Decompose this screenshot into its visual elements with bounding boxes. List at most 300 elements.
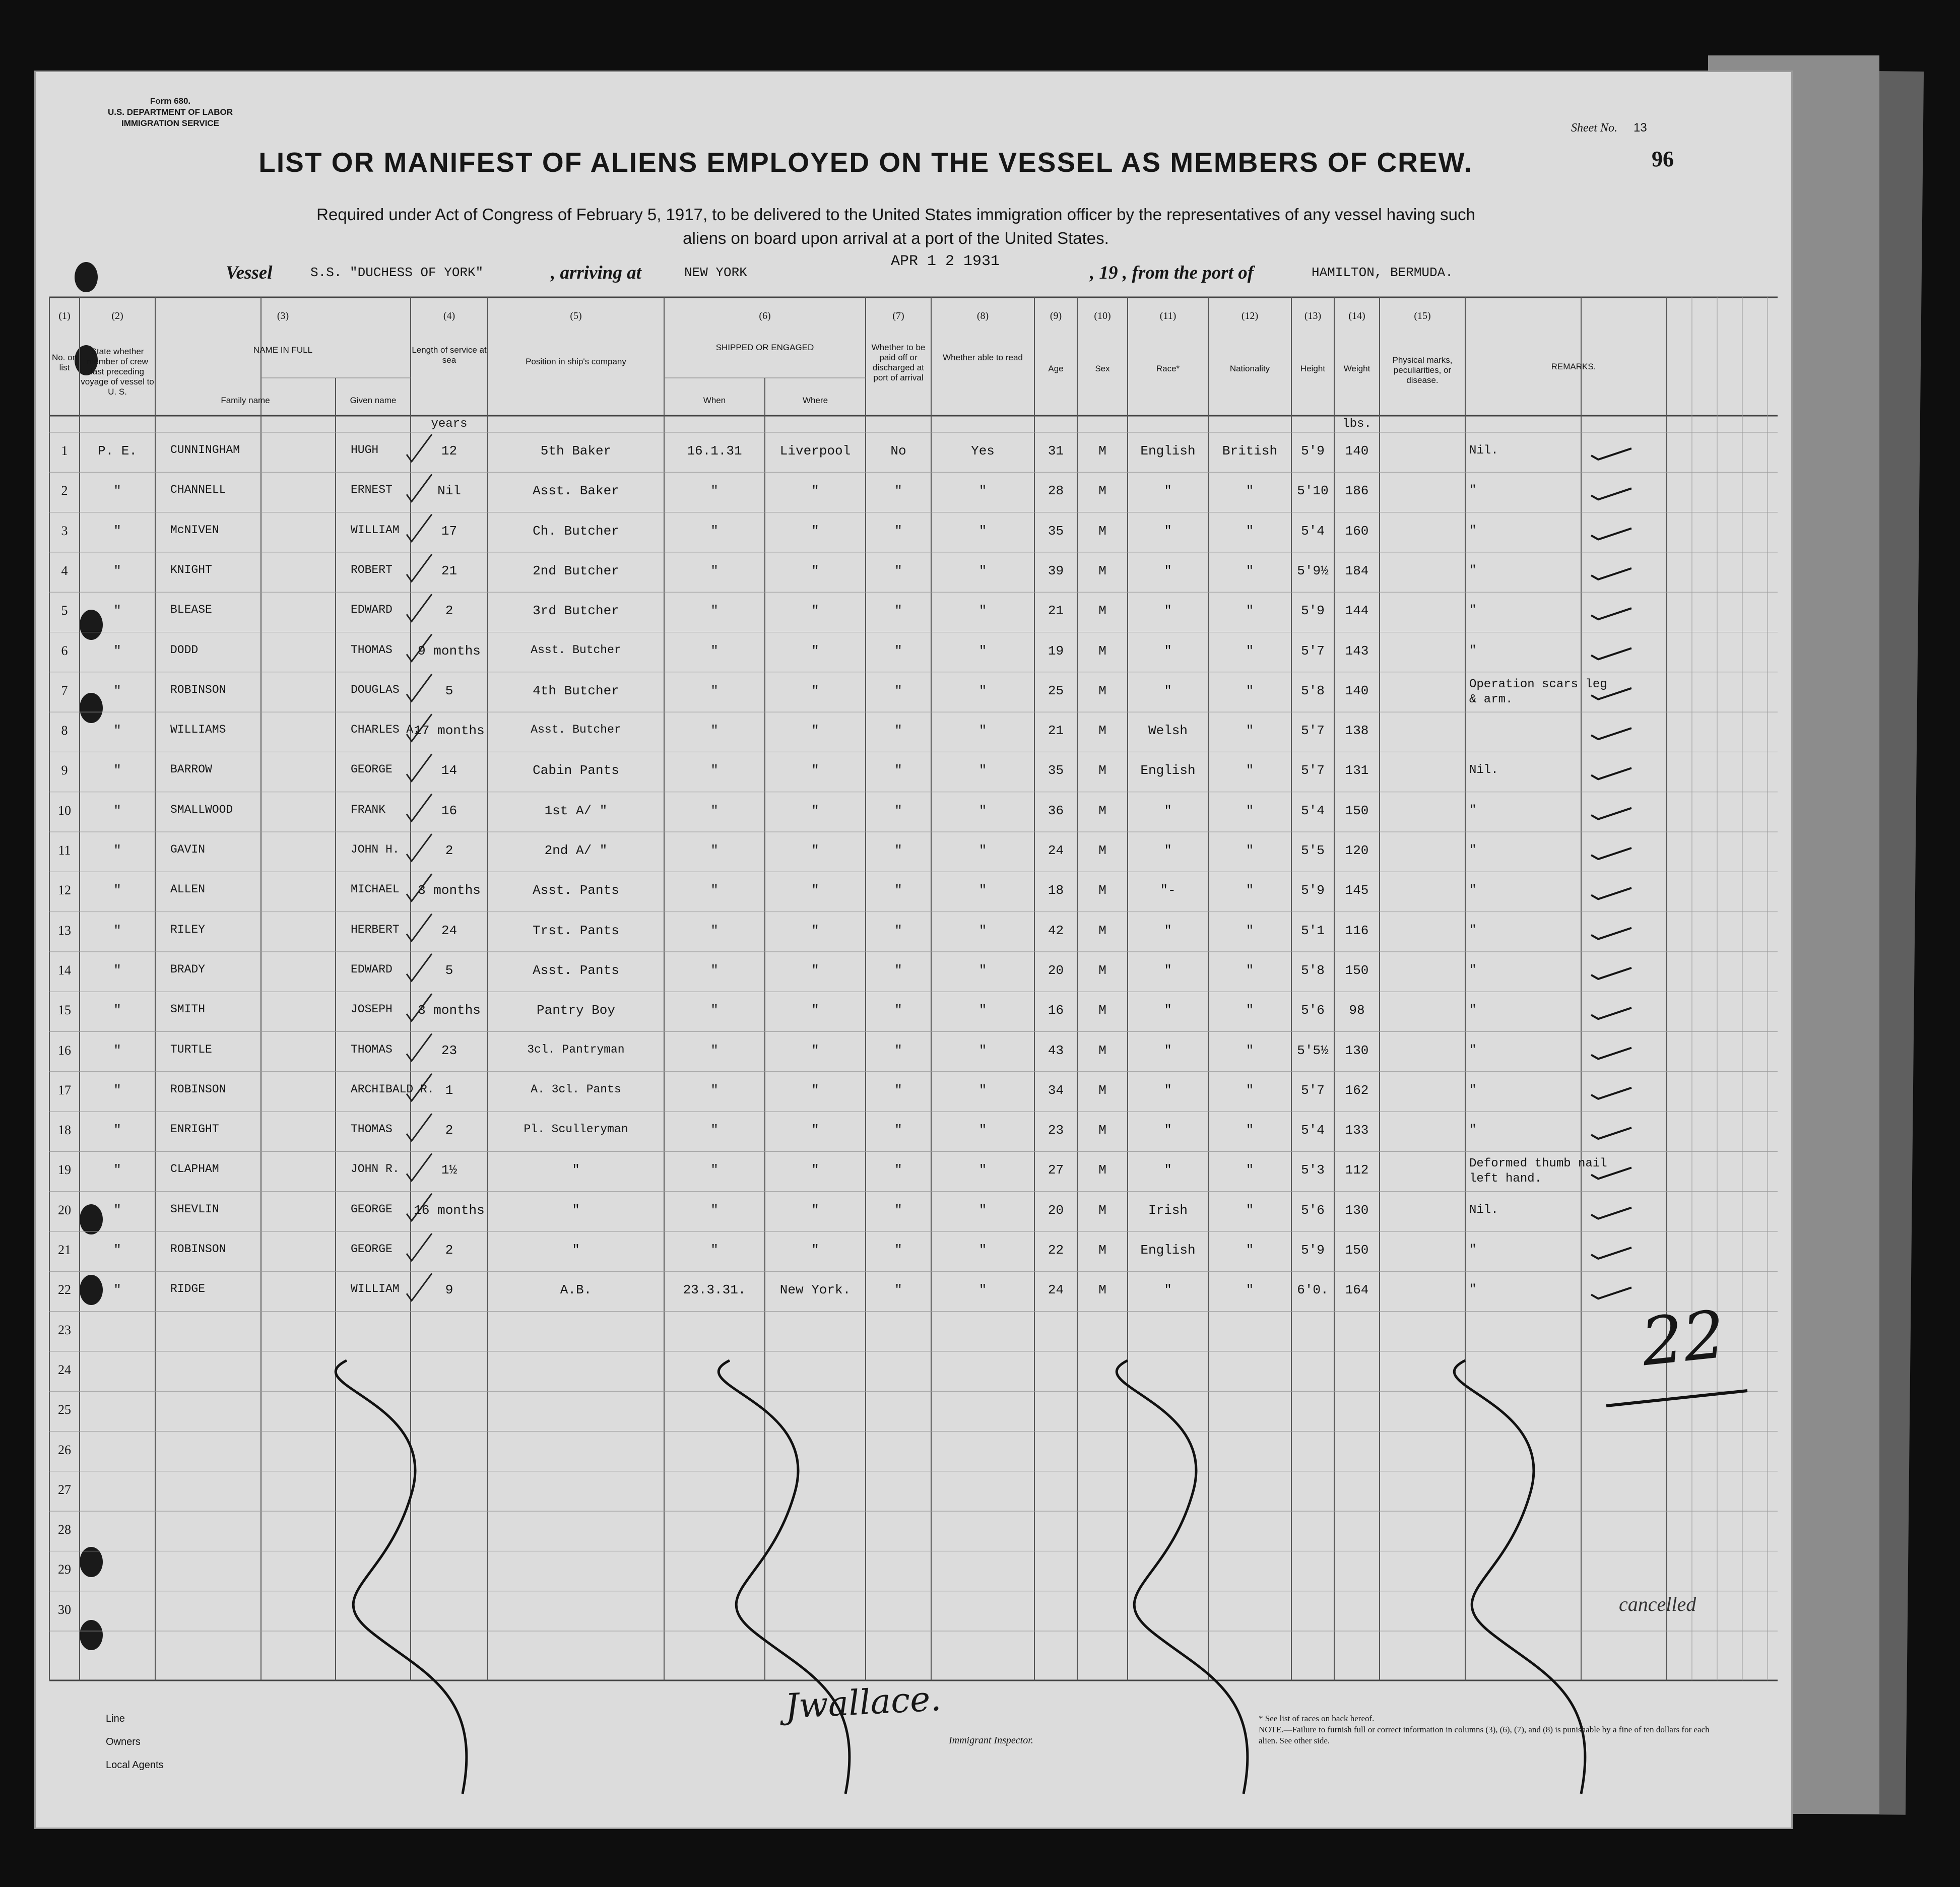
inspector-label: Immigrant Inspector. (949, 1735, 1033, 1746)
cell-paid-off: " (894, 763, 902, 778)
cell-nationality: " (1246, 962, 1254, 978)
cell-length-of-service: 5 (445, 683, 453, 698)
column-number: (3) (277, 310, 289, 321)
document-title: LIST OR MANIFEST OF ALIENS EMPLOYED ON THE VESSEL AS MEMBERS OF CREW. (258, 147, 1473, 178)
cell-state: " (113, 1043, 121, 1058)
cell-row-number: 6 (61, 643, 68, 658)
cell-height: 5'5 (1301, 843, 1325, 858)
cell-length-of-service: Nil (437, 483, 461, 499)
blank-row-strike (1117, 1360, 1248, 1794)
cell-row-number: 18 (58, 1123, 71, 1138)
cell-paid-off: " (894, 1043, 902, 1058)
cell-row-number: 22 (58, 1282, 71, 1297)
column-number: (12) (1241, 310, 1259, 321)
cell-state: " (113, 1162, 121, 1178)
cell-physical-marks: " (1469, 1243, 1477, 1257)
cell-race: English (1140, 763, 1196, 778)
cell-shipped-when: " (710, 483, 718, 499)
cell-height: 5'5½ (1297, 1043, 1329, 1058)
sheet-number: 13 (1633, 121, 1647, 135)
blank-row-strike (336, 1360, 467, 1794)
cell-state: " (113, 962, 121, 978)
cell-family-name: SMALLWOOD (170, 803, 233, 816)
cell-age: 18 (1048, 883, 1064, 898)
cell-able-to-read: " (978, 1043, 987, 1058)
cell-sex: M (1098, 1043, 1106, 1058)
empty-row-number: 24 (58, 1362, 71, 1377)
cell-given-name: ERNEST (351, 483, 393, 497)
remarks-check-mark (1591, 728, 1631, 739)
cell-row-number: 13 (58, 923, 71, 938)
cell-family-name: ALLEN (170, 883, 206, 896)
cell-weight: 144 (1345, 603, 1369, 619)
cell-position: A.B. (560, 1282, 592, 1298)
cell-row-number: 17 (58, 1082, 71, 1097)
cell-state: " (113, 883, 121, 898)
cell-length-of-service: 23 (441, 1043, 458, 1058)
cell-weight: 162 (1345, 1082, 1369, 1098)
cell-length-of-service: 2 (445, 1243, 453, 1258)
cell-state: " (113, 603, 121, 619)
cell-height: 5'7 (1301, 763, 1325, 778)
cell-able-to-read: " (978, 763, 987, 778)
cell-race: "- (1160, 883, 1176, 898)
cell-family-name: KNIGHT (170, 563, 212, 576)
cell-position: Trst. Pants (533, 923, 619, 938)
cell-given-name: JOSEPH (351, 1003, 393, 1016)
cell-physical-marks: " (1469, 484, 1477, 498)
department: U.S. DEPARTMENT OF LABOR (107, 107, 233, 117)
cell-paid-off: " (894, 483, 902, 499)
cell-age: 35 (1048, 763, 1064, 778)
cell-paid-off: " (894, 962, 902, 978)
cell-height: 5'6 (1301, 1202, 1325, 1218)
cell-height: 5'9 (1301, 1243, 1325, 1258)
cell-family-name: RIDGE (170, 1282, 206, 1296)
line-label: Line (106, 1713, 125, 1724)
cell-state: " (113, 1082, 121, 1098)
cell-weight: 133 (1345, 1123, 1369, 1138)
cell-sex: M (1098, 1282, 1106, 1298)
header-sex: Sex (1095, 364, 1110, 373)
cell-weight: 131 (1345, 763, 1369, 778)
header-race: Race* (1156, 364, 1180, 373)
header-shipped: SHIPPED OR ENGAGED (715, 343, 814, 352)
cell-physical-marks: Deformed thumb nail left hand. (1469, 1157, 1607, 1186)
cell-nationality: " (1246, 1162, 1254, 1178)
cell-shipped-when: " (710, 962, 718, 978)
footer-note (1259, 1713, 1712, 1746)
cell-length-of-service: 3 months (418, 883, 481, 898)
cell-shipped-where: " (811, 1082, 819, 1098)
cell-shipped-when: " (710, 883, 718, 898)
cell-weight: 143 (1345, 643, 1369, 659)
cell-nationality: " (1246, 843, 1254, 858)
cell-shipped-when: " (710, 923, 718, 938)
cell-state: " (113, 1123, 121, 1138)
cell-able-to-read: " (978, 483, 987, 499)
cell-age: 20 (1048, 962, 1064, 978)
cell-physical-marks: " (1469, 1003, 1477, 1017)
cell-family-name: CUNNINGHAM (170, 443, 240, 457)
column-number: (7) (892, 310, 904, 321)
cell-given-name: HERBERT (351, 923, 400, 936)
cell-family-name: BARROW (170, 763, 212, 776)
cell-shipped-when: 23.3.31. (683, 1282, 746, 1298)
cell-age: 28 (1048, 483, 1064, 499)
cell-physical-marks: " (1469, 883, 1477, 897)
cell-shipped-when: 16.1.31 (687, 443, 742, 459)
cell-family-name: WILLIAMS (170, 723, 226, 737)
cell-sex: M (1098, 923, 1106, 938)
cell-shipped-where: " (811, 923, 819, 938)
cell-nationality: " (1246, 1082, 1254, 1098)
cell-state: " (113, 523, 121, 539)
cell-row-number: 15 (58, 1003, 71, 1018)
cell-nationality: " (1246, 1123, 1254, 1138)
cell-state: " (113, 563, 121, 578)
note-text: —Failure to furnish full or correct information in columns (3), (6), (7), and (8) is punishable by a fine of ten dollars for each alien. See other side. (1259, 1725, 1710, 1745)
cell-length-of-service: 16 months (414, 1202, 485, 1218)
cell-weight: 150 (1345, 803, 1369, 818)
empty-row-number: 28 (58, 1522, 71, 1537)
cell-able-to-read: " (978, 1243, 987, 1258)
cell-weight: 138 (1345, 723, 1369, 739)
cell-sex: M (1098, 523, 1106, 539)
cell-height: 5'8 (1301, 683, 1325, 698)
empty-row-number: 25 (58, 1402, 71, 1417)
cell-position: " (572, 1243, 580, 1258)
cell-age: 31 (1048, 443, 1064, 459)
cell-family-name: BRADY (170, 962, 206, 976)
cell-sex: M (1098, 643, 1106, 659)
cell-shipped-where: Liverpool (779, 443, 851, 459)
cell-shipped-when: " (710, 643, 718, 659)
margin-scrawl: cancelled (1619, 1593, 1696, 1615)
cell-row-number: 16 (58, 1043, 71, 1058)
cell-age: 36 (1048, 803, 1064, 818)
cell-position: 2nd Butcher (533, 563, 619, 578)
cell-row-number: 4 (61, 563, 68, 578)
cell-position: 2nd A/ " (544, 843, 608, 858)
cell-age: 42 (1048, 923, 1064, 938)
cell-shipped-when: " (710, 1043, 718, 1058)
cell-sex: M (1098, 1162, 1106, 1178)
empty-row-number: 27 (58, 1482, 71, 1497)
cell-given-name: JOHN R. (351, 1162, 400, 1176)
cell-family-name: McNIVEN (170, 523, 219, 537)
cell-family-name: CHANNELL (170, 483, 226, 497)
cell-row-number: 7 (61, 683, 68, 698)
cell-family-name: TURTLE (170, 1043, 212, 1056)
lbs-unit: lbs. (1342, 417, 1371, 431)
cell-length-of-service: 16 (441, 803, 458, 818)
cell-weight: 150 (1345, 1243, 1369, 1258)
cell-shipped-where: " (811, 603, 819, 619)
from-port: HAMILTON, BERMUDA. (1312, 265, 1453, 280)
cell-length-of-service: 5 (445, 962, 453, 978)
cell-age: 16 (1048, 1003, 1064, 1018)
arriving-label: , arriving at (551, 263, 641, 283)
cell-weight: 145 (1345, 883, 1369, 898)
cell-able-to-read: " (978, 1202, 987, 1218)
cell-position: 3cl. Pantryman (527, 1043, 625, 1056)
cell-state: " (113, 683, 121, 698)
cell-shipped-where: " (811, 883, 819, 898)
cell-paid-off: " (894, 883, 902, 898)
cell-position: Ch. Butcher (533, 523, 619, 539)
cell-paid-off: " (894, 523, 902, 539)
cell-paid-off: " (894, 1003, 902, 1018)
cell-age: 24 (1048, 1282, 1064, 1298)
cell-able-to-read: " (978, 923, 987, 938)
column-number: (2) (111, 310, 123, 321)
cell-shipped-where: " (811, 843, 819, 858)
cell-weight: 98 (1349, 1003, 1365, 1018)
cell-race: " (1164, 483, 1172, 499)
cell-sex: M (1098, 1123, 1106, 1138)
cell-physical-marks: " (1469, 963, 1477, 977)
empty-row-number: 29 (58, 1562, 71, 1577)
cell-shipped-when: " (710, 1243, 718, 1258)
cell-shipped-when: " (710, 683, 718, 698)
cell-nationality: " (1246, 1282, 1254, 1298)
cell-position: Cabin Pants (533, 763, 619, 778)
header-position: Position in ship's company (526, 357, 626, 366)
cell-row-number: 14 (58, 962, 71, 978)
cell-physical-marks: " (1469, 1123, 1477, 1137)
cell-weight: 140 (1345, 443, 1369, 459)
cell-given-name: GEORGE (351, 763, 393, 776)
cell-weight: 160 (1345, 523, 1369, 539)
cell-age: 21 (1048, 603, 1064, 619)
subtitle-line-1: Required under Act of Congress of February 5, 1917, to be delivered to the United States immigration officer by the representatives of any vessel having such (316, 205, 1475, 224)
cell-paid-off: " (894, 923, 902, 938)
cell-shipped-where: " (811, 1043, 819, 1058)
cell-state: " (113, 843, 121, 858)
header-remarks: REMARKS. (1551, 362, 1596, 371)
cell-height: 5'4 (1301, 803, 1325, 818)
cell-position: Asst. Pants (533, 883, 619, 898)
cell-given-name: CHARLES A. (351, 723, 421, 737)
cell-position: " (572, 1202, 580, 1218)
cell-height: 5'1 (1301, 923, 1325, 938)
cell-length-of-service: 14 (441, 763, 458, 778)
cell-sex: M (1098, 1082, 1106, 1098)
cell-paid-off: " (894, 843, 902, 858)
cell-able-to-read: " (978, 883, 987, 898)
cell-shipped-when: " (710, 1162, 718, 1178)
empty-row-number: 23 (58, 1322, 71, 1337)
cell-row-number: 10 (58, 803, 71, 818)
cell-nationality: " (1246, 723, 1254, 739)
cell-state: " (113, 723, 121, 739)
inspector-signature: Jwallace. (784, 1678, 942, 1727)
cell-able-to-read: " (978, 683, 987, 698)
subtitle-line-2: aliens on board upon arrival at a port of the United States. (683, 229, 1109, 247)
cell-shipped-where: " (811, 1003, 819, 1018)
cell-weight: 120 (1345, 843, 1369, 858)
cell-paid-off: " (894, 1282, 902, 1298)
cell-state: " (113, 1282, 121, 1298)
cell-race: " (1164, 843, 1172, 858)
cell-shipped-where: " (811, 1202, 819, 1218)
cell-able-to-read: " (978, 1003, 987, 1018)
cell-paid-off: " (894, 1082, 902, 1098)
cell-state: " (113, 923, 121, 938)
cell-paid-off: " (894, 723, 902, 739)
cell-able-to-read: " (978, 843, 987, 858)
cell-given-name: ROBERT (351, 563, 393, 576)
cell-position: " (572, 1162, 580, 1178)
cell-sex: M (1098, 843, 1106, 858)
cell-able-to-read: " (978, 643, 987, 659)
cell-race: " (1164, 1123, 1172, 1138)
cell-physical-marks: Nil. (1469, 763, 1498, 777)
header-name-in-full: NAME IN FULL (253, 345, 313, 355)
cell-length-of-service: 1½ (441, 1162, 458, 1178)
cell-able-to-read: Yes (971, 443, 995, 459)
note-label: NOTE. (1259, 1725, 1284, 1734)
cell-height: 5'9 (1301, 883, 1325, 898)
header-when: When (703, 396, 726, 405)
cell-nationality: British (1222, 443, 1278, 459)
total-underline (1606, 1391, 1747, 1406)
cell-weight: 116 (1345, 923, 1369, 938)
header-where: Where (802, 396, 828, 405)
cell-row-number: 19 (58, 1162, 71, 1178)
cell-sex: M (1098, 683, 1106, 698)
date-stamp: APR 1 2 1931 (891, 253, 1000, 270)
cell-race: " (1164, 923, 1172, 938)
cell-given-name: GEORGE (351, 1243, 393, 1256)
cell-shipped-when: " (710, 1123, 718, 1138)
cell-row-number: 12 (58, 883, 71, 898)
cell-nationality: " (1246, 883, 1254, 898)
header-weight: Weight (1343, 364, 1370, 373)
cell-able-to-read: " (978, 523, 987, 539)
header-family-name: Family name (221, 396, 270, 405)
cell-position: Asst. Butcher (531, 723, 621, 737)
cell-height: 5'3 (1301, 1162, 1325, 1178)
column-number: (10) (1094, 310, 1111, 321)
cell-shipped-where: " (811, 643, 819, 659)
cell-nationality: " (1246, 1202, 1254, 1218)
cell-given-name: GEORGE (351, 1202, 393, 1216)
cell-state: " (113, 643, 121, 659)
blank-row-strike (718, 1360, 850, 1794)
cell-row-number: 3 (61, 523, 68, 538)
cell-nationality: " (1246, 1243, 1254, 1258)
cell-height: 5'6 (1301, 1003, 1325, 1018)
header-physical-marks: Physical marks, peculiarities, or disease. (1392, 355, 1453, 385)
cell-physical-marks: " (1469, 524, 1477, 538)
cell-nationality: " (1246, 523, 1254, 539)
cell-state: " (113, 1003, 121, 1018)
cell-shipped-when: " (710, 1082, 718, 1098)
cell-length-of-service: 17 (441, 523, 458, 539)
cell-state: " (113, 803, 121, 818)
cell-weight: 140 (1345, 683, 1369, 698)
sheet-label: Sheet No. (1571, 121, 1617, 135)
cell-given-name: FRANK (351, 803, 386, 816)
cell-family-name: BLEASE (170, 603, 212, 617)
cell-row-number: 20 (58, 1202, 71, 1217)
header-height: Height (1300, 364, 1326, 373)
vessel-name: S.S. "DUCHESS OF YORK" (310, 265, 484, 280)
cell-height: 5'7 (1301, 1082, 1325, 1098)
cell-nationality: " (1246, 643, 1254, 659)
cell-row-number: 8 (61, 723, 68, 738)
cell-given-name: EDWARD (351, 962, 393, 976)
cell-given-name: EDWARD (351, 603, 393, 617)
years-unit: years (431, 417, 468, 431)
cell-able-to-read: " (978, 723, 987, 739)
cell-height: 5'10 (1297, 483, 1329, 499)
cell-age: 25 (1048, 683, 1064, 698)
cell-age: 34 (1048, 1082, 1064, 1098)
cell-family-name: ROBINSON (170, 1082, 226, 1096)
cell-race: " (1164, 683, 1172, 698)
cell-shipped-when: " (710, 1003, 718, 1018)
cell-position: Asst. Baker (533, 483, 619, 499)
cell-length-of-service: 17 months (414, 723, 485, 739)
cell-weight: 186 (1345, 483, 1369, 499)
cell-shipped-where: " (811, 1243, 819, 1258)
cell-race: " (1164, 962, 1172, 978)
local-agents-label: Local Agents (106, 1760, 164, 1771)
cell-race: English (1140, 443, 1196, 459)
header-paid-off: Whether to be paid off or discharged at port of arrival (871, 343, 926, 382)
column-number: (8) (976, 310, 989, 321)
cell-weight: 130 (1345, 1202, 1369, 1218)
header-no-on-list: No. on list (51, 353, 78, 372)
cell-paid-off: No (890, 443, 906, 459)
cell-position: 1st A/ " (544, 803, 608, 818)
header-given-name: Given name (350, 396, 397, 405)
cell-weight: 150 (1345, 962, 1369, 978)
cell-paid-off: " (894, 1202, 902, 1218)
cell-shipped-when: " (710, 803, 718, 818)
cell-shipped-where: " (811, 763, 819, 778)
cell-given-name: MICHAEL (351, 883, 400, 896)
cell-shipped-when: " (710, 843, 718, 858)
cell-physical-marks: " (1469, 1283, 1477, 1297)
cell-row-number: 5 (61, 603, 68, 618)
header-length-of-service: Length of service at sea (412, 345, 487, 365)
cell-family-name: GAVIN (170, 843, 206, 856)
cell-position: 5th Baker (540, 443, 612, 459)
cell-able-to-read: " (978, 1282, 987, 1298)
cell-nationality: " (1246, 923, 1254, 938)
cell-shipped-where: " (811, 1123, 819, 1138)
cell-able-to-read: " (978, 563, 987, 578)
cell-length-of-service: 9 (445, 1282, 453, 1298)
cell-able-to-read: " (978, 803, 987, 818)
cell-age: 39 (1048, 563, 1064, 578)
cell-age: 23 (1048, 1123, 1064, 1138)
column-number: (6) (759, 310, 771, 321)
cell-given-name: THOMAS (351, 1043, 393, 1056)
empty-row-number: 30 (58, 1602, 71, 1617)
cell-height: 5'9½ (1297, 563, 1329, 578)
cell-age: 35 (1048, 523, 1064, 539)
cell-length-of-service: 2 (445, 1123, 453, 1138)
cell-height: 5'9 (1301, 603, 1325, 619)
cell-race: Irish (1148, 1202, 1188, 1218)
cell-able-to-read: " (978, 962, 987, 978)
cell-race: " (1164, 1282, 1172, 1298)
